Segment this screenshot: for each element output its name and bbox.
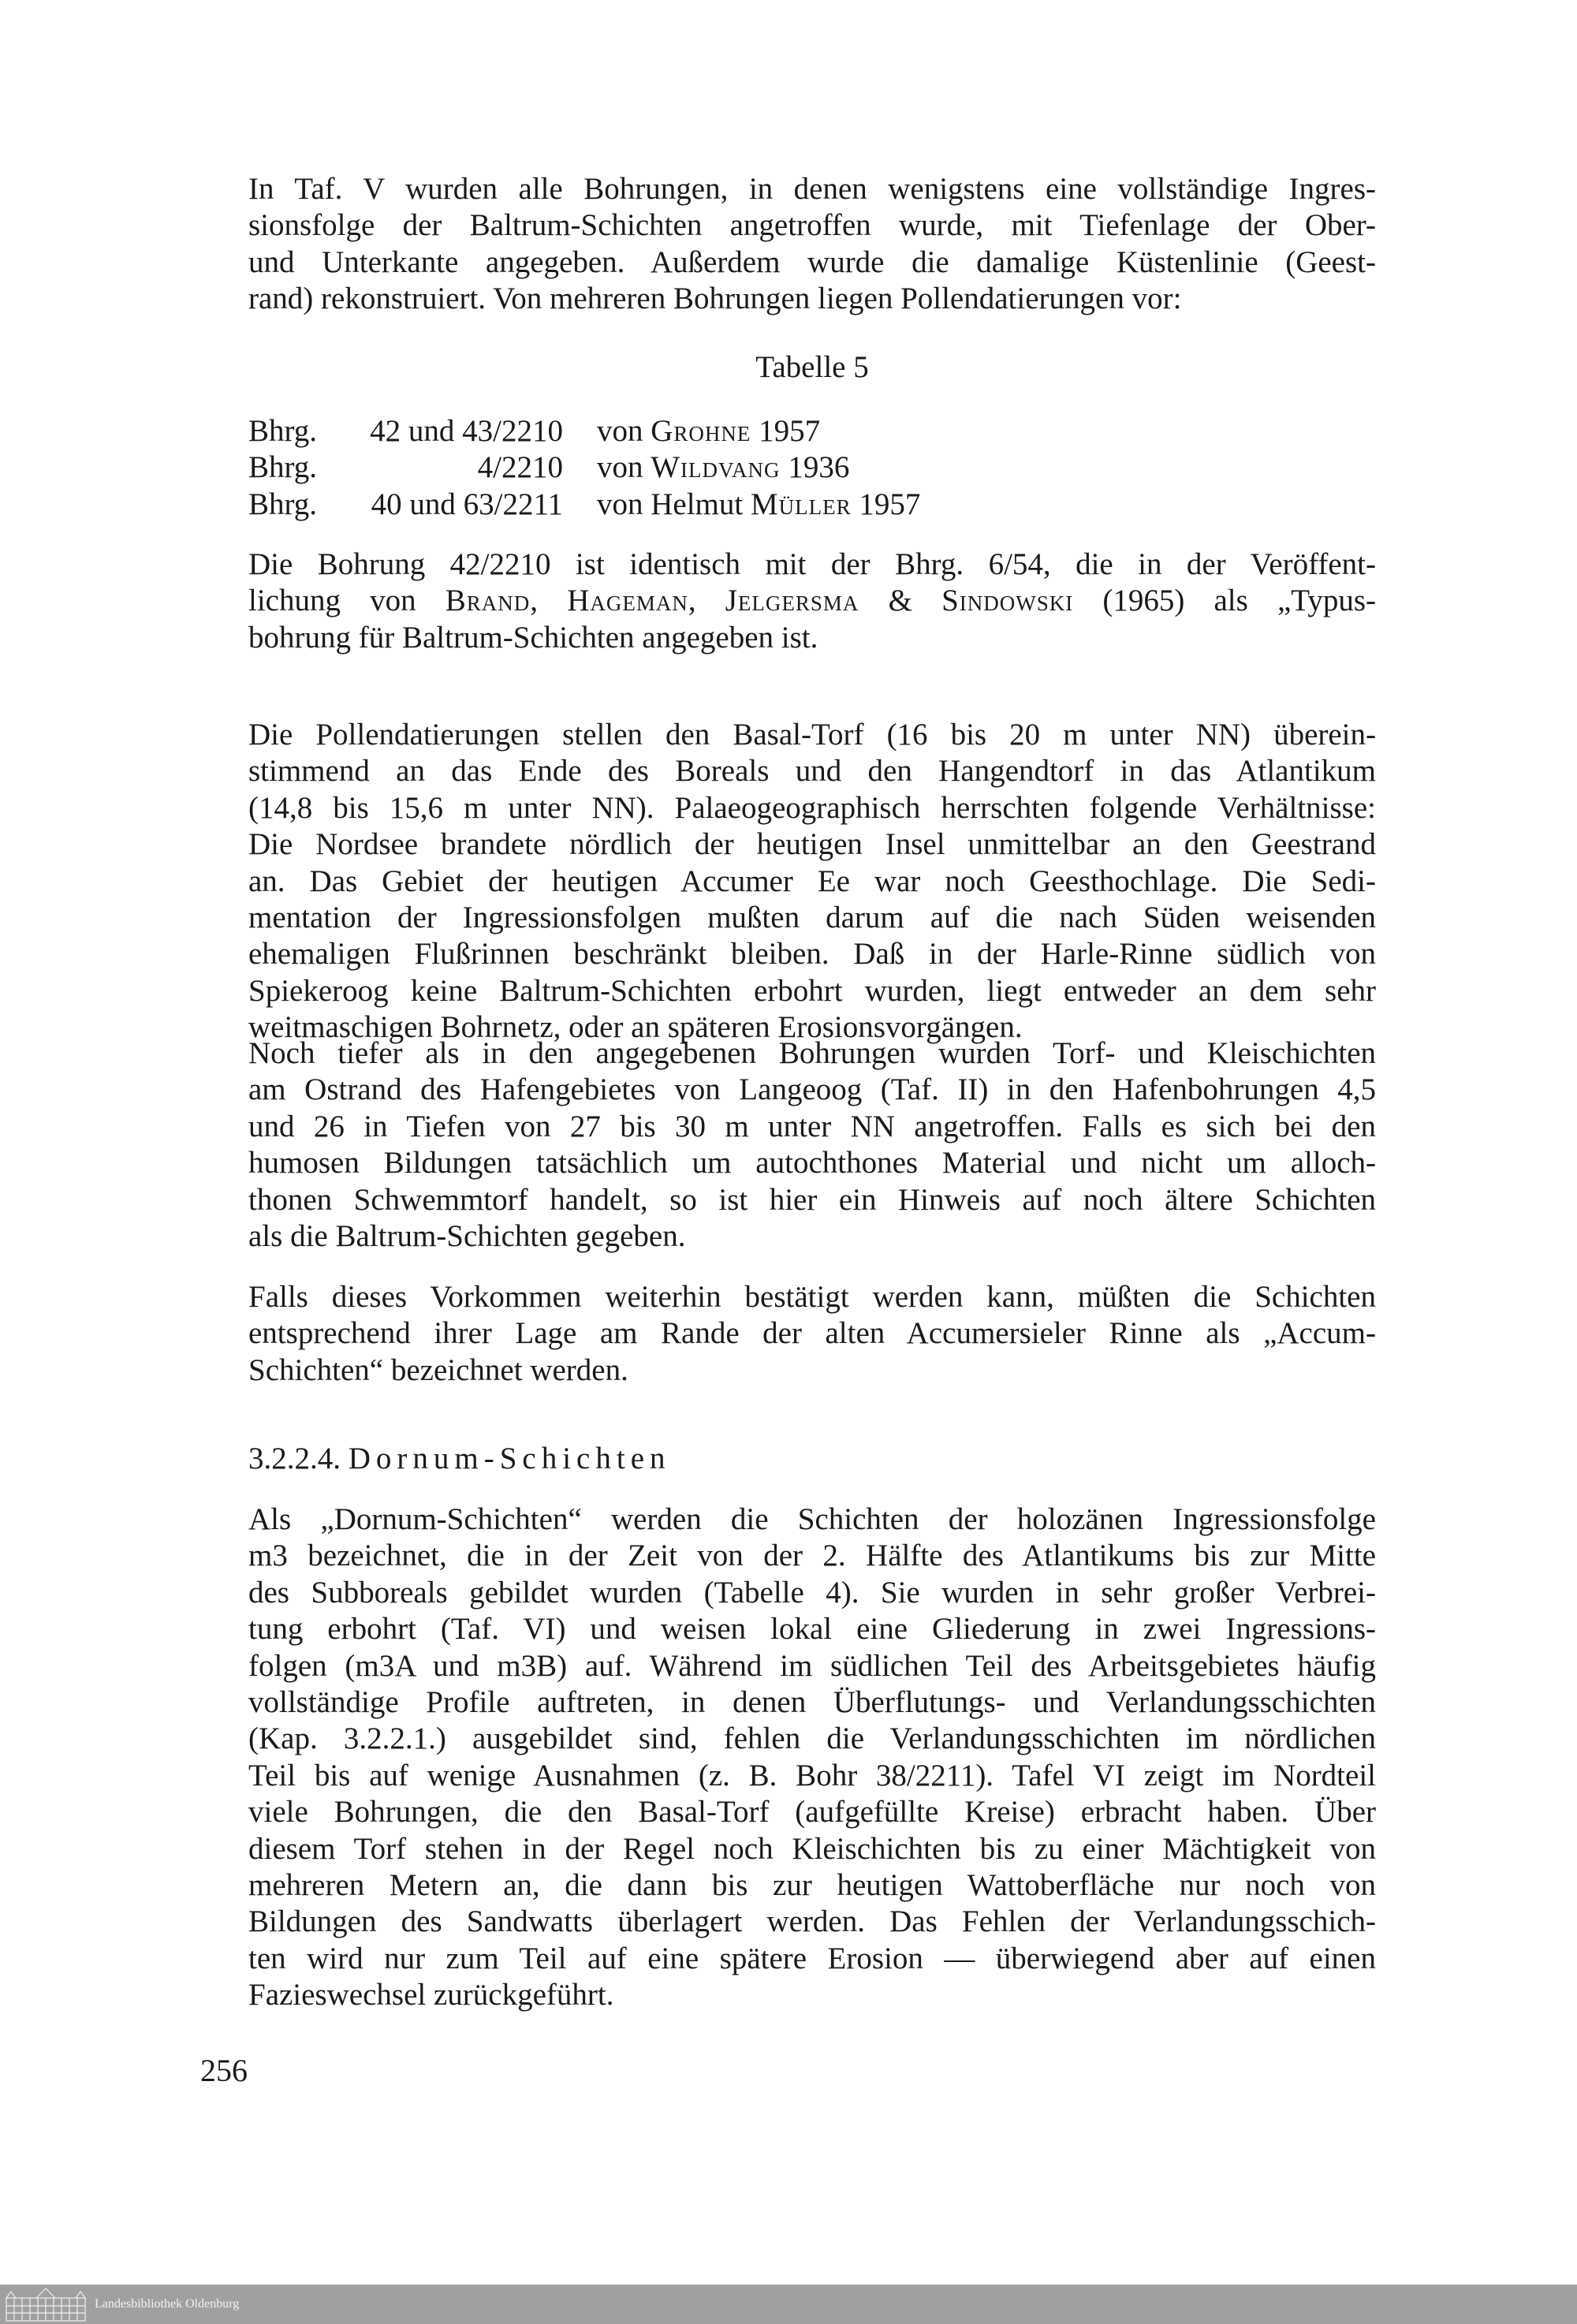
- paragraph-5: [248, 1279, 1376, 1389]
- text-segment: und 26 in Tiefen von 27 bis 30 m unter NN angetroffen. Falls es sich bei den: [248, 1109, 1376, 1143]
- table-cell: von Grohne 1957: [597, 414, 821, 448]
- table-row: [248, 413, 1376, 450]
- section-title: Dornum-Schichten: [348, 1442, 671, 1475]
- text-line: [248, 1977, 1376, 2013]
- text-line: [248, 171, 1376, 207]
- text-line: [248, 1941, 1376, 1977]
- text-line: [248, 1072, 1376, 1108]
- text-line: [248, 1867, 1376, 1904]
- text-segment: folgen (m3A und m3B) auf. Während im südlichen Teil des Arbeitsgebietes häufig: [248, 1648, 1376, 1683]
- text-line: [248, 936, 1376, 972]
- text-segment: tung erbohrt (Taf. VI) und weisen lokal eine Gliederung in zwei Ingressions-: [248, 1612, 1376, 1647]
- text-segment: Spiekeroog keine Baltrum-Schichten erbohrt wurden, liegt entweder an dem sehr: [248, 973, 1376, 1008]
- text-line: [248, 1352, 1376, 1389]
- page-number: 256: [200, 2053, 248, 2088]
- table-cell: 42 und 43/2210: [370, 414, 563, 448]
- text-line: [248, 900, 1376, 936]
- text-segment: am Ostrand des Hafengebietes von Langeoog (Taf. II) in den Hafenbohrungen 4,5: [248, 1072, 1376, 1107]
- text-line: [248, 1721, 1376, 1757]
- text-segment: bohrung für Baltrum-Schichten angegeben ist.: [248, 620, 818, 655]
- text-segment: ,: [688, 584, 725, 618]
- author-name: Brand: [445, 584, 531, 618]
- text-segment: (14,8 bis 15,6 m unter NN). Palaeogeographisch herrschten folgende Verhältnisse:: [248, 790, 1376, 825]
- text-segment: diesem Torf stehen in der Regel noch Kleischichten bis zu einer Mächtigkeit von: [248, 1831, 1376, 1866]
- text-segment: weitmaschigen Bohrnetz, oder an späteren Erosionsvorgängen.: [248, 1010, 1023, 1045]
- text-line: [248, 1611, 1376, 1647]
- text-line: [248, 1648, 1376, 1684]
- text-segment: stimmend an das Ende des Boreals und den Hangendtorf in das Atlantikum: [248, 754, 1376, 789]
- text-line: [248, 864, 1376, 900]
- table-cell: Bhrg.: [248, 450, 318, 485]
- table-cell: Bhrg.: [248, 414, 318, 448]
- paragraph-4: [248, 1035, 1376, 1255]
- text-segment: sionsfolge der Baltrum-Schichten angetroffen wurde, mit Tiefenlage der Ober-: [248, 208, 1376, 243]
- text-line: [248, 1794, 1376, 1830]
- text-line: [248, 620, 1376, 656]
- text-segment: Die Pollendatierungen stellen den Basal-Torf (16 bis 20 m unter NN) überein-: [248, 718, 1376, 752]
- text-line: [248, 717, 1376, 753]
- text-segment: m3 bezeichnet, die in der Zeit von der 2. Hälfte des Atlantikums bis zur Mitte: [248, 1539, 1376, 1573]
- paragraph-2: [248, 546, 1376, 656]
- text-segment: humosen Bildungen tatsächlich um autochthones Material und nicht um alloch-: [248, 1146, 1376, 1181]
- library-footer-bar: [0, 2285, 1577, 2324]
- text-line: [248, 1501, 1376, 1538]
- paragraph-6: [248, 1501, 1376, 2013]
- text-line: [248, 1035, 1376, 1072]
- text-line: [248, 1218, 1376, 1255]
- table-row: [248, 450, 1376, 486]
- text-segment: und Unterkante angegeben. Außerdem wurde die damalige Küstenlinie (Geest-: [248, 244, 1376, 279]
- text-segment: Falls dieses Vorkommen weiterhin bestätigt werden kann, müßten die Schichten: [248, 1280, 1376, 1314]
- text-segment: entsprechend ihrer Lage am Rande der alten Accumersieler Rinne als „Accum-: [248, 1316, 1376, 1351]
- text-segment: ten wird nur zum Teil auf eine spätere Erosion — überwiegend aber auf einen: [248, 1941, 1376, 1975]
- text-line: [248, 583, 1376, 619]
- text-line: [248, 281, 1376, 317]
- text-segment: Bildungen des Sandwatts überlagert werden. Das Fehlen der Verlandungsschich-: [248, 1904, 1376, 1939]
- text-segment: lichung von: [248, 584, 446, 618]
- text-segment: mentation der Ingressionsfolgen mußten darum auf die nach Süden weisenden: [248, 900, 1376, 934]
- text-segment: thonen Schwemmtorf handelt, so ist hier ein Hinweis auf noch ältere Schichten: [248, 1182, 1376, 1217]
- text-segment: viele Bohrungen, die den Basal-Torf (aufgefüllte Kreise) erbracht haben. Über: [248, 1795, 1376, 1830]
- text-line: [248, 1109, 1376, 1145]
- text-segment: Als „Dornum-Schichten“ werden die Schichten der holozänen Ingressionsfolge: [248, 1502, 1376, 1536]
- author-name: Hageman: [567, 584, 688, 618]
- text-line: [248, 546, 1376, 583]
- table-cell: 40 und 63/2211: [371, 487, 563, 521]
- text-segment: Noch tiefer als in den angegebenen Bohrungen wurden Torf- und Kleischichten: [248, 1036, 1376, 1070]
- text-segment: Teil bis auf wenige Ausnahmen (z. B. Bohr 38/2211). Tafel VI zeigt im Nordteil: [248, 1758, 1376, 1792]
- text-segment: Fazieswechsel zurückgeführt.: [248, 1978, 614, 2013]
- text-line: [248, 753, 1376, 789]
- text-segment: &: [859, 584, 942, 618]
- table-cell: 4/2210: [477, 450, 563, 485]
- text-line: [248, 1758, 1376, 1794]
- text-segment: (1965) als „Typus-: [1073, 584, 1377, 618]
- text-segment: ,: [530, 584, 568, 618]
- text-segment: an. Das Gebiet der heutigen Accumer Ee war noch Geesthochlage. Die Sedi-: [248, 864, 1376, 898]
- table-cell: Bhrg.: [248, 487, 318, 521]
- author-name: Sindowski: [941, 584, 1074, 618]
- text-segment: mehreren Metern an, die dann bis zur heutigen Wattoberfläche nur noch von: [248, 1867, 1376, 1902]
- text-segment: (Kap. 3.2.2.1.) ausgebildet sind, fehlen die Verlandungsschichten im nördlichen: [248, 1722, 1376, 1756]
- paragraph-1: [248, 171, 1376, 318]
- text-segment: des Subboreals gebildet wurden (Tabelle 4). Sie wurden in sehr großer Verbrei-: [248, 1575, 1376, 1610]
- text-segment: Die Nordsee brandete nördlich der heutigen Insel unmittelbar an den Geestrand: [248, 827, 1376, 862]
- text-segment: Die Bohrung 42/2210 ist identisch mit der Bhrg. 6/54, die in der Veröffent-: [248, 547, 1376, 581]
- text-line: [248, 1904, 1376, 1940]
- text-line: [248, 244, 1376, 281]
- section-heading: [248, 1441, 1376, 1477]
- author-name: Jelgersma: [725, 584, 859, 618]
- text-segment: ehemaligen Flußrinnen beschränkt bleiben. Daß in der Harle-Rinne südlich von: [248, 937, 1376, 972]
- text-line: [248, 1831, 1376, 1867]
- text-line: [248, 1279, 1376, 1315]
- text-line: [248, 1315, 1376, 1352]
- table-title: Tabelle 5: [755, 350, 869, 384]
- text-line: [248, 1538, 1376, 1574]
- text-line: [248, 1182, 1376, 1218]
- text-line: [248, 973, 1376, 1009]
- text-segment: Schichten“ bezeichnet werden.: [248, 1352, 628, 1387]
- section-number: 3.2.2.4.: [248, 1442, 341, 1475]
- library-building-logo: [5, 2287, 87, 2322]
- library-name: Landesbibliothek Oldenburg: [95, 2297, 240, 2311]
- text-segment: In Taf. V wurden alle Bohrungen, in denen wenigstens eine vollständige Ingres-: [248, 172, 1376, 206]
- table-cell: von Helmut Müller 1957: [597, 487, 921, 521]
- text-line: [248, 1145, 1376, 1181]
- text-line: [248, 826, 1376, 863]
- text-line: [248, 1684, 1376, 1721]
- text-segment: vollständige Profile auftreten, in denen Überflutungs- und Verlandungsschichten: [248, 1684, 1376, 1719]
- paragraph-3: [248, 717, 1376, 1046]
- text-line: [248, 790, 1376, 826]
- text-segment: rand) rekonstruiert. Von mehreren Bohrungen liegen Pollendatierungen vor:: [248, 282, 1182, 316]
- table-row: [248, 487, 1376, 523]
- text-line: [248, 1575, 1376, 1611]
- boreholes-table: [248, 413, 1376, 523]
- text-line: [248, 207, 1376, 244]
- table-cell: von Wildvang 1936: [597, 450, 850, 485]
- text-segment: als die Baltrum-Schichten gegeben.: [248, 1218, 686, 1253]
